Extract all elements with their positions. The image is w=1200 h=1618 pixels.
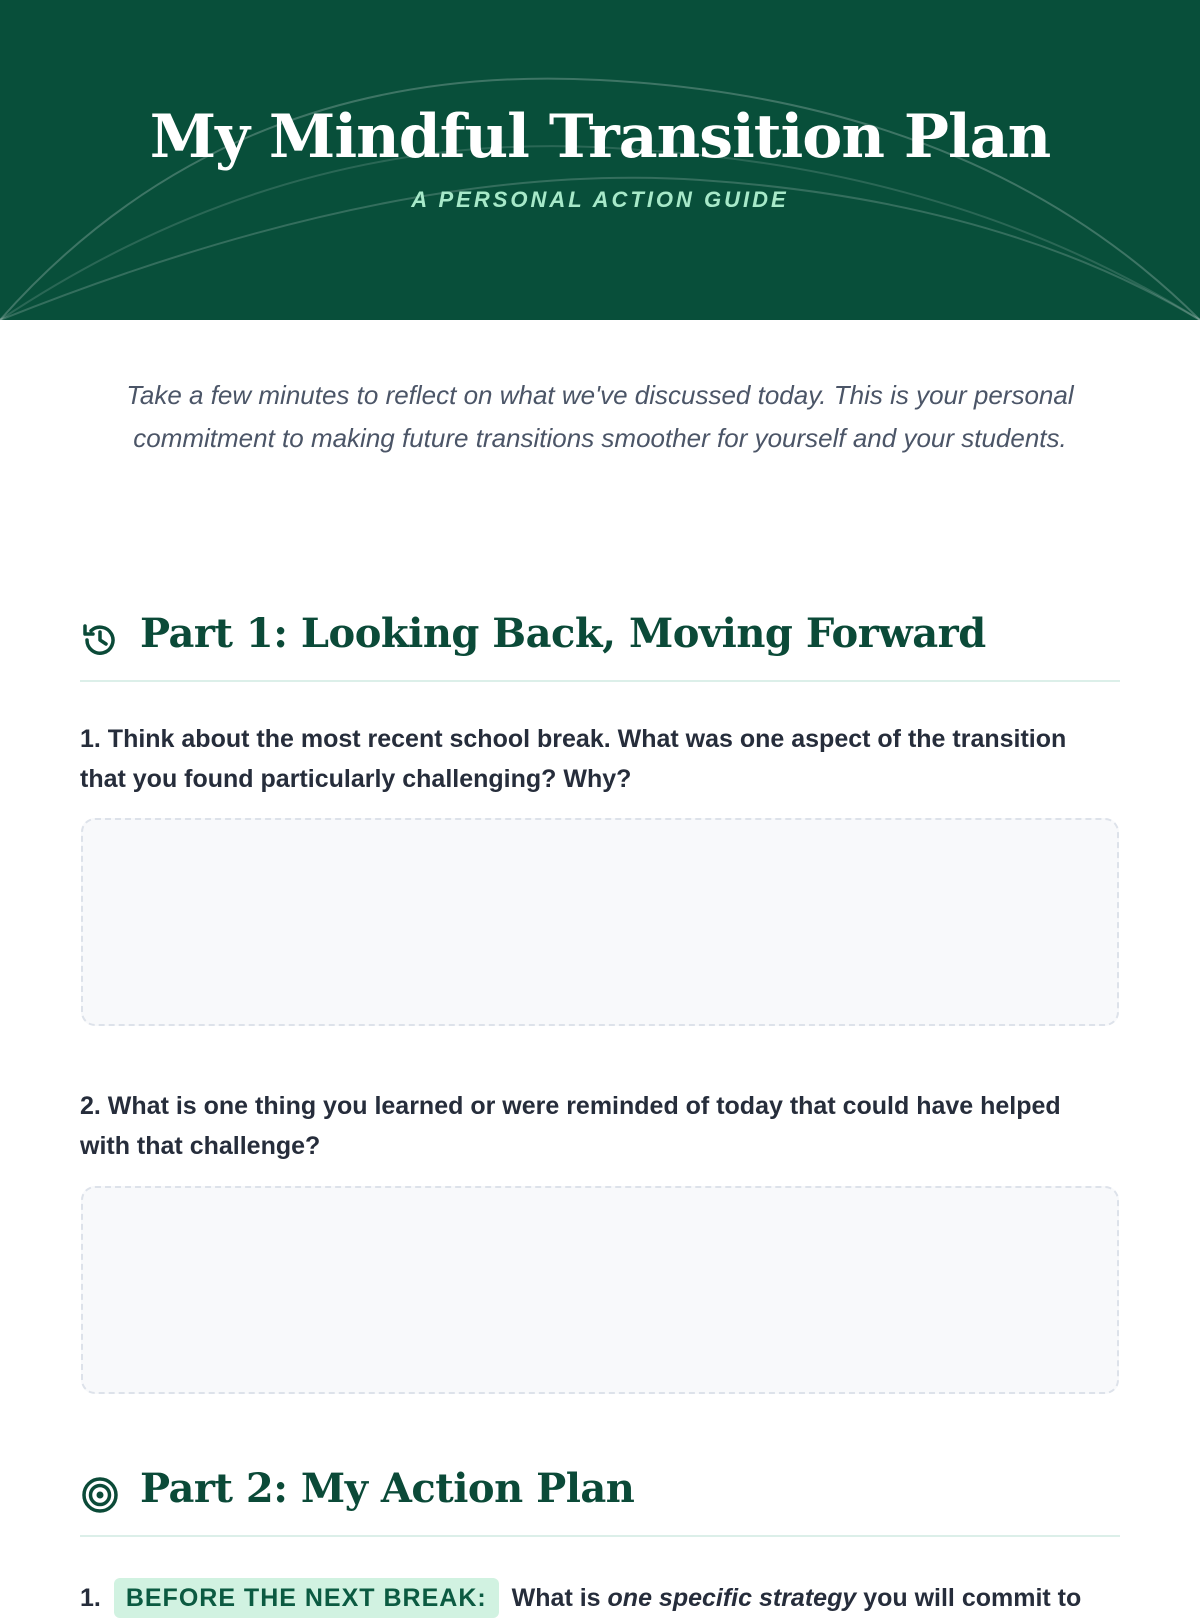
part1-title: Part 1: Looking Back, Moving Forward (140, 610, 986, 657)
action-question-emphasis: one specific strategy (607, 1584, 857, 1612)
history-icon (80, 620, 120, 660)
timing-badge: BEFORE THE NEXT BREAK: (114, 1578, 499, 1618)
target-icon (80, 1475, 120, 1515)
intro-text: Take a few minutes to reflect on what we've discussed today. This is your personal commitment to making future transitions smoother for yourself and your students. (126, 380, 1074, 453)
page-title: My Mindful Transition Plan (149, 102, 1051, 172)
part2-title: Part 2: My Action Plan (140, 1465, 635, 1512)
action-question-text-after: you will commit to (863, 1584, 1082, 1612)
part2-heading (80, 1465, 1120, 1537)
action-question-text-before: What is (511, 1584, 601, 1612)
part1-heading (80, 610, 1120, 682)
action-question-number: 1. (80, 1584, 101, 1612)
question-1: 1. Think about the most recent school break. What was one aspect of the transition that you found particularly challenging? Why? (80, 725, 1067, 793)
header-banner (0, 0, 1200, 320)
question-2: 2. What is one thing you learned or were reminded of today that could have helped with that challenge? (80, 1092, 1061, 1160)
page-subtitle: A PERSONAL ACTION GUIDE (411, 187, 789, 212)
answer-box-2[interactable] (81, 1186, 1119, 1394)
answer-box-1[interactable] (81, 818, 1119, 1026)
action-question-1 (80, 1578, 1120, 1618)
